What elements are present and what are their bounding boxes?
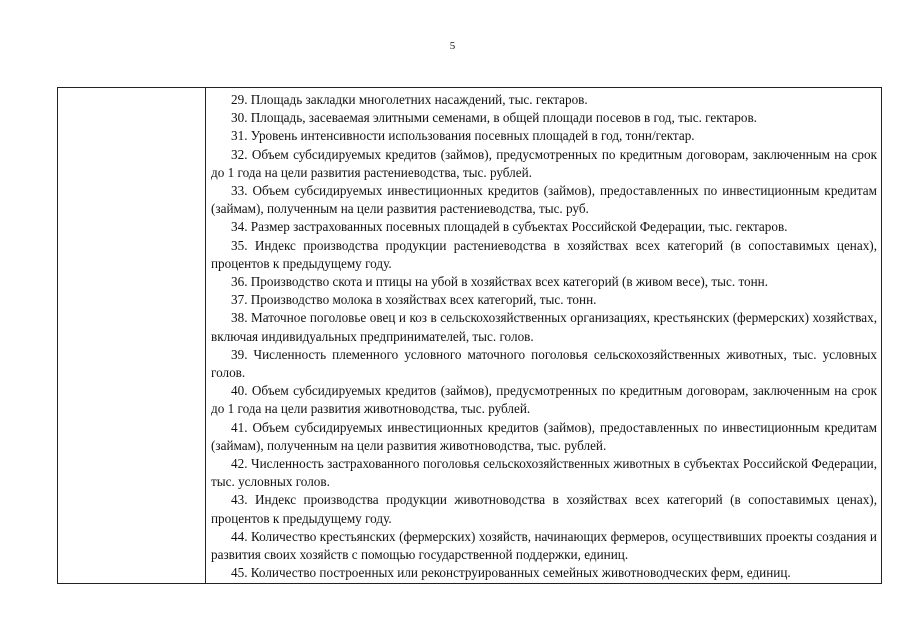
list-item: 45. Количество построенных или реконструированных семейных животноводческих ферм, единиц. — [231, 565, 791, 581]
list-item: 41. Объем субсидируемых инвестиционных кредитов (займов), предоставленных по инвестиционным кредитам (займам), полученным на цели развития животноводства, тыс. рублей. — [211, 419, 877, 453]
list-item: 32. Объем субсидируемых кредитов (займов), предусмотренных по кредитным договорам, заключенным на срок до 1 года на цели развития растениеводства, тыс. рублей. — [211, 146, 877, 180]
list-item: 33. Объем субсидируемых инвестиционных кредитов (займов), предоставленных по инвестиционным кредитам (займам), полученным на цели развития растениеводства, тыс. руб. — [211, 183, 877, 217]
list-item: 44. Количество крестьянских (фермерских) хозяйств, начинающих фермеров, осуществивших проекты создания и развития своих хозяйств с помощью государственной поддержки, единиц. — [211, 528, 877, 563]
list-item: 30. Площадь, засеваемая элитными семенами, в общей площади посевов в год, тыс. гектаров. — [231, 110, 757, 126]
list-item: 40. Объем субсидируемых кредитов (займов), предусмотренных по кредитным договорам, заключенным на срок до 1 года на цели развития животноводства, тыс. рублей. — [211, 383, 877, 417]
list-item: 37. Производство молока в хозяйствах всех категорий, тыс. тонн. — [231, 292, 597, 308]
indicator-list — [206, 91, 881, 582]
list-item: 36. Производство скота и птицы на убой в хозяйствах всех категорий (в живом весе), тыс. тонн. — [231, 274, 769, 290]
list-item: 39. Численность племенного условного маточного поголовья сельскохозяйственных животных, тыс. условных голов. — [211, 346, 877, 381]
list-item: 34. Размер застрахованных посевных площадей в субъектах Российской Федерации, тыс. гектаров. — [231, 219, 788, 235]
empty-left-cell — [58, 88, 206, 583]
list-item: 29. Площадь закладки многолетних насаждений, тыс. гектаров. — [231, 92, 588, 107]
list-item: 43. Индекс производства продукции животноводства в хозяйствах всех категорий (в сопоставимых ценах), процентов к предыдущему году. — [211, 492, 877, 526]
page-number: 5 — [449, 40, 456, 52]
list-item: 35. Индекс производства продукции растениеводства в хозяйствах всех категорий (в сопоставимых ценах), процентов к предыдущему году. — [211, 237, 877, 271]
document-table — [57, 87, 882, 584]
list-item: 42. Численность застрахованного поголовья сельскохозяйственных животных в субъектах Российской Федерации, тыс. условных голов. — [211, 456, 877, 490]
list-item: 31. Уровень интенсивности использования посевных площадей в год, тонн/гектар. — [231, 128, 695, 144]
list-item: 38. Маточное поголовье овец и коз в сельскохозяйственных организациях, крестьянских (фермерских) хозяйствах, включая индивидуальных предпринимателей, тыс. голов. — [211, 310, 877, 344]
